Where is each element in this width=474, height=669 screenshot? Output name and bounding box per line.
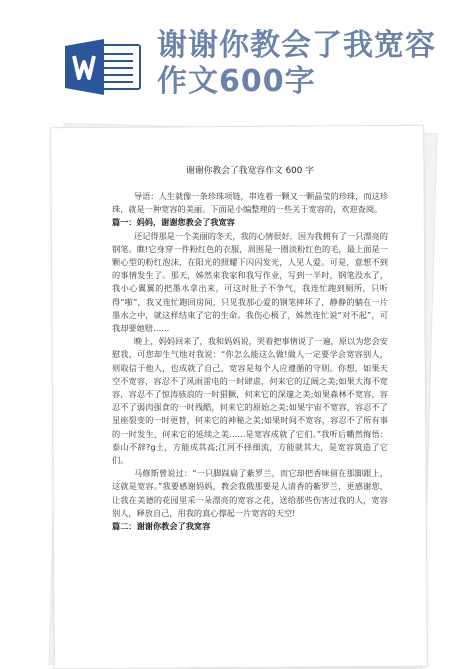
document-content — [112, 164, 388, 664]
document-paragraph: 晚上，妈妈回来了，我和妈妈说，哭着把事情说了一遍，原以为您会安慰我，可您却生气地对我说：“你怎么能这么做!做人一定要学会宽容别人，则取信于他人，也成就了自己，宽容是每个人应遵循的守则。你想，如果天空不宽容，容忍不了风雨雷电的一时肆虐，何来它的辽阔之美;如果大海不宽容，容忍不了惊涛骇浪的一时猖獗，何来它的深邃之美;如果森林不宽容，容忍不了弱肉强食的一时残酷，何来它的原始之美;如果宇宙不宽容，容忍不了星座裂变的一时更替，何来它的神秘之美;如果时间不宽容，容忍不了所有事的一时发生，何来它的延续之美……是宽容成就了它们。”我听后幡然悔悟：泰山不辞?g土，方能成其高;江河不择细流，方能就其大，是宽容筑造了它们。 — [112, 336, 388, 466]
document-paragraph: 还记得那是一个美丽的冬天，我的心情很好，因为我拥有了一只漂亮的钢笔。瞧!它身穿一件粉红色的衣服，周围是一圈淡粉红色的毛，最上面是一颗心型的粉红泡沫，在阳光的照耀下闪闪发光，人见人爱。可是，意想不到的事情发生了。那天，姊然来我家和我写作业，写到一半时，钢笔没水了，我小心翼翼的把墨水拿出来，可这时肚子不争气，我连忙跑到厕所，只听得“啪”，我又连忙跑回房间，只见我那心爱的钢笔摔坏了，静静的躺在一片墨水之中，就这样结束了它的生命。我伤心极了，姊然连忙说“对不起”，可我却要她赔…… — [112, 230, 388, 334]
document-paragraph: 导语：人生就像一条珍珠项链，串连着一颗又一颗晶莹的珍珠，而这珍珠，就是一种宽容的美丽。下面是小编整理的一些关于宽容的，欢迎查阅。 — [112, 191, 388, 215]
word-document-icon — [60, 36, 142, 98]
page-header — [0, 0, 474, 118]
section-heading: 篇二：谢谢你教会了我宽容 — [112, 521, 211, 532]
page-title: 谢谢你教会了我宽容作文600字 — [157, 28, 436, 99]
document-paragraph: 马修斯曾说过：“一只脚踩扁了紫罗兰，而它却把香味留在那脚跟上，这就是宽容。”我要感谢妈妈，教会我俄那要是人清香的紫罗兰，更感谢您，让我在美德的花园里采一朵漂亮的宽容之花，送给那些伤害过我的人，宽容别人，释放自己，用我的真心撑起一片宽容的天空! — [112, 468, 388, 518]
section-heading: 篇一：妈妈，谢谢您教会了我宽容 — [112, 217, 235, 228]
document-title: 谢谢你教会了我宽容作文 600 字 — [186, 166, 314, 176]
